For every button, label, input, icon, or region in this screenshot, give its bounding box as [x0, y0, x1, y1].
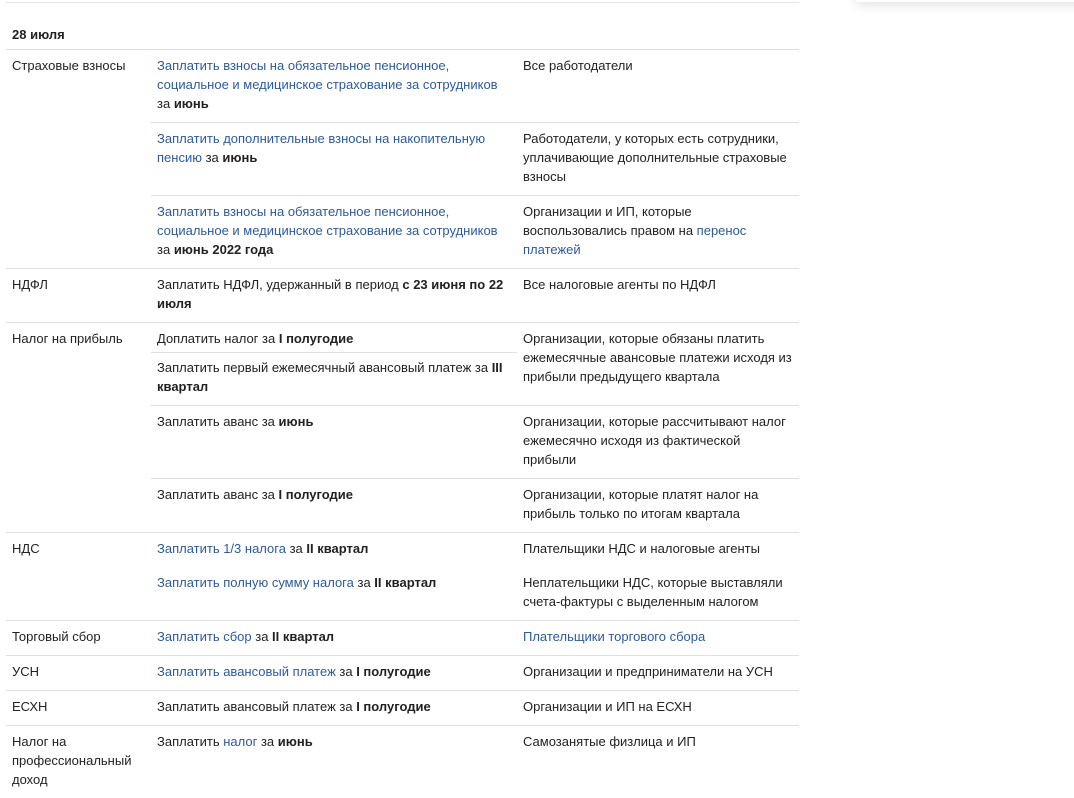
task-cell: Заплатить аванс за июнь — [151, 406, 517, 479]
payer-cell: Организации и ИП на ЕСХН — [517, 691, 799, 726]
payer-link[interactable]: Плательщики торгового сбора — [523, 629, 705, 644]
task-link[interactable]: Заплатить сбор — [157, 629, 252, 644]
task-cell: Заплатить первый ежемесячный авансовый платеж за III квартал — [151, 353, 517, 406]
table-row — [6, 726, 799, 798]
task-cell: Заплатить 1/3 налога за II квартал — [151, 533, 517, 568]
tax-cell: Налог на прибыль — [6, 323, 151, 533]
payer-cell: Организации и предприниматели на УСН — [517, 656, 799, 691]
payer-cell: Работодатели, у которых есть сотрудники, уплачивающие дополнительные страховые взносы — [517, 123, 799, 196]
task-cell: Заплатить НДФЛ, удержанный в период с 23 июня по 22 июля — [151, 269, 517, 323]
payer-cell: Все работодатели — [517, 50, 799, 123]
task-cell: Заплатить сбор за II квартал — [151, 621, 517, 656]
task-cell: Заплатить дополнительные взносы на накопительную пенсию за июнь — [151, 123, 517, 196]
task-link[interactable]: Заплатить полную сумму налога — [157, 575, 354, 590]
task-link[interactable]: Заплатить дополнительные взносы на накопительную пенсию — [157, 131, 485, 165]
payer-cell: Организации, которые обязаны платить ежемесячные авансовые платежи исходя из прибыли предыдущего квартала — [517, 323, 799, 406]
payer-cell: Организации и ИП, которые воспользовались правом на перенос платежей — [517, 196, 799, 269]
payer-cell: Организации, которые платят налог на прибыль только по итогам квартала — [517, 479, 799, 533]
payer-cell: Организации, которые рассчитывают налог ежемесячно исходя из фактической прибыли — [517, 406, 799, 479]
tax-cell: УСН — [6, 656, 151, 691]
tax-cell: ЕСХН — [6, 691, 151, 726]
task-link[interactable]: Заплатить 1/3 налога — [157, 541, 286, 556]
task-link[interactable]: Заплатить авансовый платеж — [157, 664, 336, 679]
task-cell: Доплатить налог за I полугодие — [151, 323, 517, 353]
task-cell: Заплатить налог за июнь — [151, 726, 517, 798]
task-cell: Заплатить аванс за I полугодие — [151, 479, 517, 533]
payer-cell: Самозанятые физлица и ИП — [517, 726, 799, 798]
task-cell: Заплатить полную сумму налога за II квартал — [151, 567, 517, 621]
top-divider — [6, 2, 799, 3]
task-cell: Заплатить авансовый платеж за I полугодие — [151, 656, 517, 691]
tax-cell: Торговый сбор — [6, 621, 151, 656]
table-row — [6, 269, 799, 323]
tax-cell: НДФЛ — [6, 269, 151, 323]
task-cell: Заплатить авансовый платеж за I полугодие — [151, 691, 517, 726]
table-row — [6, 50, 799, 123]
table-row — [6, 323, 799, 353]
date-heading: 28 июля — [12, 27, 65, 43]
tax-calendar-table — [6, 49, 799, 798]
task-cell: Заплатить взносы на обязательное пенсионное, социальное и медицинское страхование за сотрудников за июнь 2022 года — [151, 196, 517, 269]
table-row — [6, 621, 799, 656]
payer-cell: Неплательщики НДС, которые выставляли счета-фактуры с выделенным налогом — [517, 567, 799, 621]
payer-cell: Плательщики НДС и налоговые агенты — [517, 533, 799, 568]
task-link[interactable]: Заплатить взносы на обязательное пенсионное, социальное и медицинское страхование за сотрудников — [157, 58, 498, 92]
tax-cell: НДС — [6, 533, 151, 621]
task-link[interactable]: Заплатить взносы на обязательное пенсионное, социальное и медицинское страхование за сотрудников — [157, 204, 498, 238]
tax-cell: Налог на профессиональный доход — [6, 726, 151, 798]
task-link[interactable]: налог — [223, 734, 257, 749]
payer-cell: Все налоговые агенты по НДФЛ — [517, 269, 799, 323]
tax-cell: Страховые взносы — [6, 50, 151, 269]
task-cell: Заплатить взносы на обязательное пенсионное, социальное и медицинское страхование за сотрудников за июнь — [151, 50, 517, 123]
table-row — [6, 533, 799, 568]
floating-panel-edge — [856, 0, 1074, 2]
payer-cell — [517, 621, 799, 656]
table-row — [6, 691, 799, 726]
payer-link[interactable]: перенос платежей — [523, 223, 746, 257]
table-row — [6, 656, 799, 691]
